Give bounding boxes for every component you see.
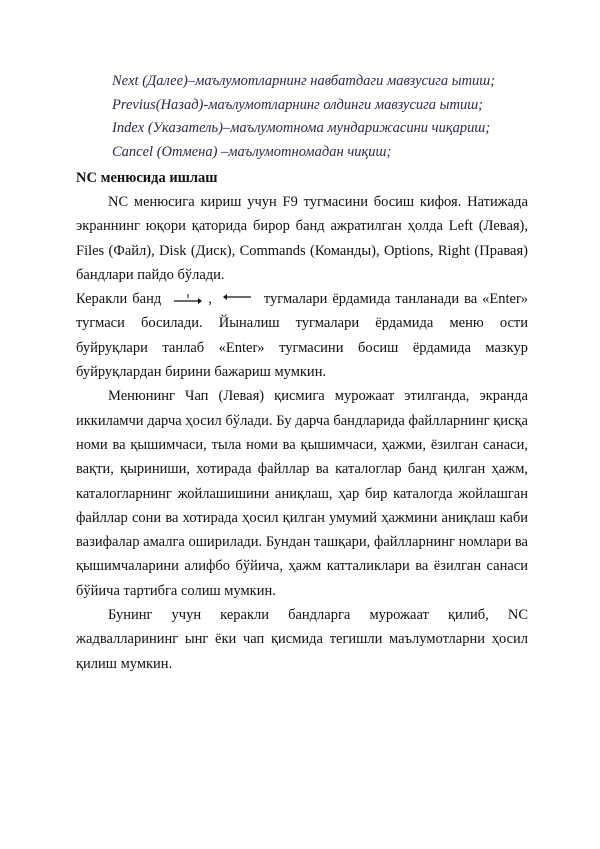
paragraph-3: Менюнинг Чап (Левая) қисмига мурожаат этилганда, экранда иккиламчи дарча ҳосил бўлади. Бу дарча бандларида файлларнинг қисқа номи ва қышимчаси, тыла номи ва қышимчаси, ҳажми, ёзилган санаси, вақти, қыриниши, хотирада файллар ва каталоглар банд қилган ҳажм, каталогларнинг жойлашишини аниқлаш, ҳар бир каталогда жойлашган файллар сони ва хотирада ҳосил қилган умумий ҳажмини аниқлаш каби вазифалар амалга оширилади. Бундан ташқари, файлларнинг номлари ва қышимчаларини алифбо бўйича, ҳажм катталиклари ва ёзилган санаси бўйича тартибга солиш мумкин. xyxy=(76,388,528,599)
paragraph-1: NC менюсига кириш учун F9 тугмасини босиш кифоя. Натижада экраннинг юқори қаторида бирор банд ажратилган ҳолда Left (Левая), Files (Файл), Disk (Диск), Commands (Команды), Options, Right (Правая) бандлари пайдо бўлади. xyxy=(76,194,528,283)
arrow-left-icon xyxy=(223,293,253,307)
list-item: Index (Указатель)–маълумотнома мундарижасини чиқариш; xyxy=(112,120,491,136)
paragraph-2-comma: , xyxy=(208,291,212,308)
section-heading: NC менюсида ишлаш xyxy=(76,170,218,186)
paragraph-2-start: Керакли банд xyxy=(76,291,162,308)
list-item: Cancel (Отмена) –маълумотномадан чиқиш; xyxy=(112,143,392,160)
paragraph-4: Бунинг учун керакли бандларга мурожаат қилиб, NC жадвалларининг ынг ёки чап қисмида тегишли маълумотларни ҳосил қилиш мумкин. xyxy=(76,607,528,672)
paragraph-2 xyxy=(76,287,528,384)
list-item: Next (Далее)–маълумотларнинг навбатдаги мавзусига ытиш; xyxy=(112,73,496,89)
help-navigation-list xyxy=(112,70,582,164)
list-item: Previus(Назад)-маълумотларнинг олдинги мавзусига ытиш; xyxy=(112,96,483,113)
paragraph-2-rest: тугмалари ёрдамида танланади ва «Enter» тугмаси босилади. Йыналиш тугмалари ёрдамида меню ости буйруқлари танлаб «Enter» тугмасини босиш ёрдамида мазкур буйруқлардан бирини бажариш мумкин. xyxy=(76,291,529,381)
arrow-right-icon xyxy=(172,293,202,307)
body-text xyxy=(76,190,528,676)
